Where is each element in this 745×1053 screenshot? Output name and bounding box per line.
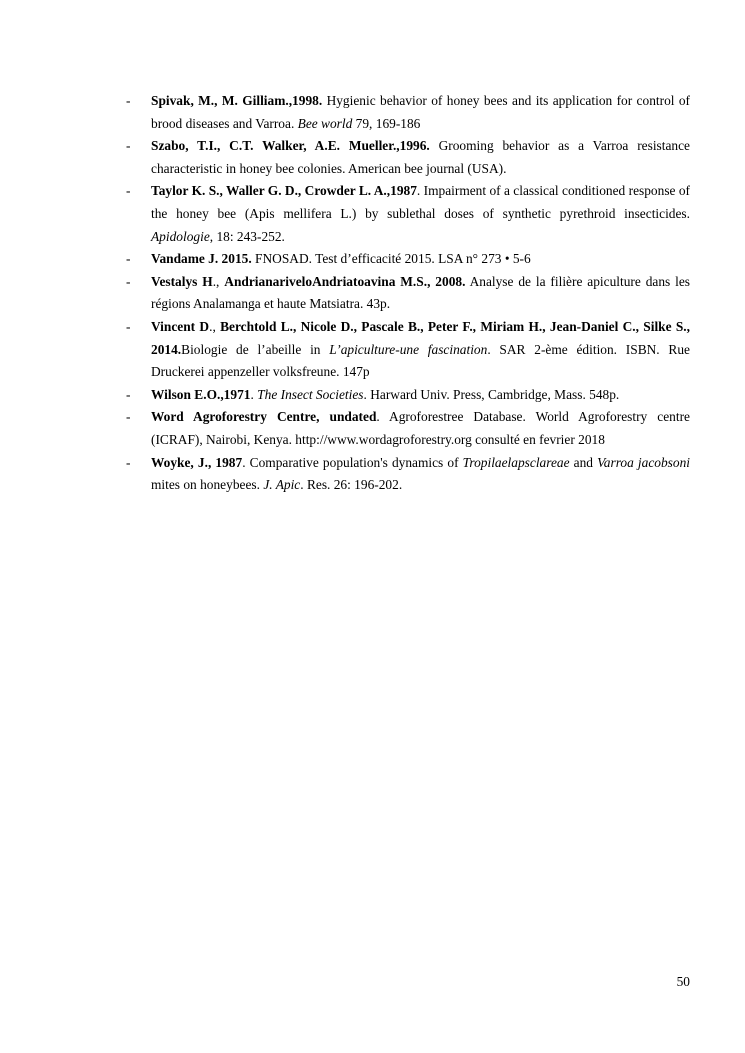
reference-item-woyke — [126, 452, 690, 497]
reference-text: and — [569, 454, 598, 470]
page-number: 50 — [676, 974, 690, 989]
reference-book-title: The Insect Societies — [257, 386, 364, 402]
reference-authors: AndrianariveloAndriatoavina M.S., 2008. — [224, 273, 466, 289]
list-bullet: - — [126, 454, 131, 470]
reference-separator: ., — [212, 273, 225, 289]
list-bullet: - — [126, 273, 131, 289]
reference-authors: Wilson E.O.,1971 — [151, 386, 251, 402]
list-bullet: - — [126, 386, 131, 402]
reference-text: . Comparative population's dynamics of — [242, 454, 463, 470]
reference-authors: Taylor K. S., Waller G. D., Crowder L. A.,1987 — [151, 183, 417, 199]
reference-item-wilson — [126, 384, 690, 407]
reference-text: 79, 169-186 — [352, 115, 421, 131]
reference-authors: Vestalys H — [151, 273, 213, 289]
reference-item-szabo — [126, 135, 690, 180]
reference-text: mites on honeybees. — [151, 477, 264, 493]
reference-text: . Impairment of a classical conditioned response of the honey bee (Apis mellifera L.) by sublethal doses of synthetic pyrethroid insecticides. — [151, 183, 690, 221]
list-bullet: - — [126, 93, 131, 108]
reference-book-title: L’apiculture-une fascination — [329, 341, 488, 357]
list-bullet: - — [126, 138, 131, 154]
reference-text: . Harward Univ. Press, Cambridge, Mass. 548p. — [363, 386, 620, 402]
reference-species: Tropilaelapsclareae — [462, 454, 570, 470]
reference-item-vandame — [126, 248, 690, 271]
reference-text: . Res. 26: 196-202. — [300, 477, 403, 493]
reference-authors: Vincent D — [151, 318, 210, 334]
reference-item-word-agroforestry — [126, 406, 690, 451]
reference-item-vincent — [126, 316, 690, 384]
reference-item-spivak — [126, 90, 690, 135]
reference-authors: Berchtold L., Nicole D., Pascale B., Peter F., Miriam H., Jean-Daniel C., Silke S., 2014. — [151, 318, 691, 357]
list-bullet: - — [126, 251, 131, 267]
reference-separator: ., — [209, 318, 221, 334]
reference-list — [126, 90, 690, 497]
reference-authors: Vandame J. 2015. — [151, 251, 252, 267]
reference-species: Varroa jacobsoni — [597, 454, 691, 470]
reference-authors: Word Agroforestry Centre, undated — [151, 409, 377, 425]
reference-text: FNOSAD. Test d’efficacité 2015. LSA n° 273 • 5-6 — [251, 251, 531, 267]
reference-journal: Bee world — [297, 115, 353, 131]
reference-text: . — [250, 386, 258, 402]
reference-item-taylor — [126, 180, 690, 248]
reference-journal: J. Apic — [263, 477, 301, 493]
reference-text: Biologie de l’abeille in — [181, 341, 330, 357]
list-bullet: - — [126, 183, 131, 199]
reference-text: Grooming behavior as a Varroa resistance characteristic in honey bee colonies. American bee journal (USA). — [151, 138, 690, 176]
list-bullet: - — [126, 318, 131, 334]
reference-text: Analyse de la filière apiculture dans les régions Analamanga et haute Matsiatra. 43p. — [151, 273, 691, 312]
reference-text: , 18: 243-252. — [209, 228, 285, 244]
reference-item-vestalys — [126, 271, 690, 316]
list-bullet: - — [126, 409, 131, 425]
reference-text: Hygienic behavior of honey bees and its application for control of brood diseases and Varroa. — [151, 93, 691, 131]
reference-journal: Apidologie — [151, 228, 210, 244]
reference-authors: Szabo, T.I., C.T. Walker, A.E. Mueller.,1996. — [151, 138, 430, 154]
reference-text: . SAR 2-ème édition. ISBN. Rue Druckerei appenzeller volksfreune. 147p — [151, 341, 690, 380]
reference-authors: Woyke, J., 1987 — [151, 454, 243, 470]
reference-authors: Spivak, M., M. Gilliam.,1998. — [151, 93, 323, 108]
reference-text: . Agroforestree Database. World Agroforestry centre (ICRAF), Nairobi, Kenya. http://www.wordagroforestry.org consulté en fevrier 2018 — [151, 409, 690, 447]
